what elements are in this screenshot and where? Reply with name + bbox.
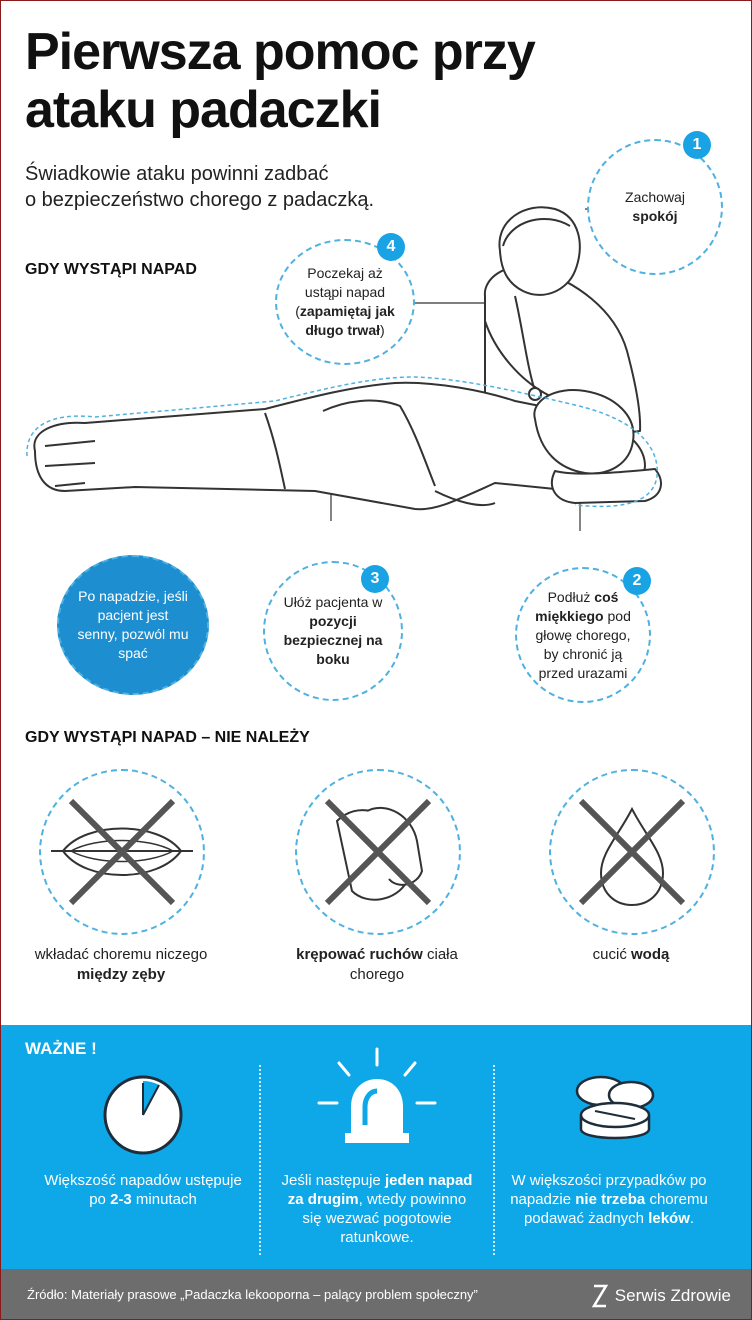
pills-icon (567, 1071, 663, 1151)
step-3-part-b: pozycji bezpiecznej na boku (283, 613, 383, 667)
dont-2-caption (277, 945, 477, 985)
important-2-text (277, 1171, 477, 1247)
water-drop-icon (551, 771, 713, 933)
subtitle-line-2: o bezpieczeństwo chorego z padaczką. (25, 189, 375, 211)
important-1-part-a: Większość napadów ustępuje po (44, 1172, 242, 1208)
source-text: Źródło: Materiały prasowe „Padaczka lekooporna – palący problem społeczny” (27, 1287, 478, 1302)
dont-2-part-b: ciała chorego (349, 946, 458, 983)
step-4-badge: 4 (377, 233, 405, 261)
important-3-part-e: . (689, 1210, 695, 1227)
clock-icon (101, 1073, 185, 1157)
step-4-part-b: zapamiętaj jak długo trwał (299, 303, 395, 338)
step-4-part-a: Poczekaj aż ustąpi napad ( (295, 265, 386, 319)
step-1-circle (587, 139, 723, 275)
dont-2-part-a: krępować ruchów (296, 946, 423, 963)
section-heading-do: GDY WYSTĄPI NAPAD (25, 261, 197, 278)
step-2-part-c: pod głowę chorego, by chronić ją przed urazami (535, 607, 631, 681)
step-1-line-b: spokój (632, 208, 678, 224)
important-heading: WAŻNE ! (25, 1039, 97, 1058)
step-2-part-b: coś miękkiego (535, 588, 619, 624)
important-3-part-b: nie trzeba (575, 1191, 646, 1208)
divider-2 (493, 1065, 495, 1255)
important-2-part-c: , wtedy powinno się wezwać pogotowie ratunkowe. (302, 1191, 467, 1246)
step-1-badge: 1 (683, 131, 711, 159)
dont-3-part-b: wodą (631, 946, 670, 963)
dont-3-part-a: cucić (592, 946, 631, 963)
step-2-badge: 2 (623, 567, 651, 595)
hands-icon (297, 771, 459, 933)
page-title (25, 23, 585, 139)
step-1-line-a: Zachowaj (625, 189, 685, 205)
dont-1-caption (21, 945, 221, 985)
dont-2-circle (295, 769, 461, 935)
dont-3-circle (549, 769, 715, 935)
mouth-icon (41, 771, 203, 933)
step-2-text (517, 588, 649, 683)
title-line-2: ataku padaczki (25, 81, 381, 139)
divider-1 (259, 1065, 261, 1255)
step-1-text (613, 188, 697, 226)
important-3-part-d: leków (648, 1210, 690, 1227)
important-1-part-b: 2-3 (110, 1191, 132, 1208)
dont-3-caption (531, 945, 731, 965)
step-3-text (265, 593, 401, 669)
important-1-part-c: minutach (131, 1191, 197, 1208)
step-2-part-a: Podłuż (547, 588, 595, 605)
dont-1-part-a: wkładać choremu niczego (34, 946, 208, 963)
after-seizure-tip: Po napadzie, jeśli pacjent jest senny, pozwól mu spać (57, 555, 209, 695)
important-1-text (43, 1171, 243, 1209)
important-3-part-c: choremu podawać żadnych (523, 1191, 708, 1227)
footer (1, 1269, 752, 1320)
logo-mark-icon (591, 1283, 609, 1309)
important-2-part-a: Jeśli następuje (281, 1172, 385, 1189)
dont-1-part-b: między zęby (76, 966, 166, 983)
logo-text: Serwis Zdrowie (614, 1286, 731, 1305)
step-3-part-a: Ułóż pacjenta w (283, 594, 383, 610)
important-3-part-a: W większości przypadków po napadzie (510, 1172, 707, 1208)
section-heading-dont: GDY WYSTĄPI NAPAD – NIE NALEŻY (25, 729, 310, 746)
step-4-part-c: ) (380, 322, 385, 338)
step-4-text (277, 264, 413, 340)
serwis-zdrowie-logo (591, 1283, 731, 1309)
title-line-1: Pierwsza pomoc przy (25, 23, 535, 81)
important-2-part-b: jeden napad za drugim (287, 1172, 473, 1208)
important-banner (1, 1025, 752, 1269)
dont-1-circle (39, 769, 205, 935)
siren-icon (315, 1045, 439, 1151)
subtitle-line-1: Świadkowie ataku powinni zadbać (25, 163, 329, 185)
important-3-text (509, 1171, 709, 1228)
step-3-badge: 3 (361, 565, 389, 593)
